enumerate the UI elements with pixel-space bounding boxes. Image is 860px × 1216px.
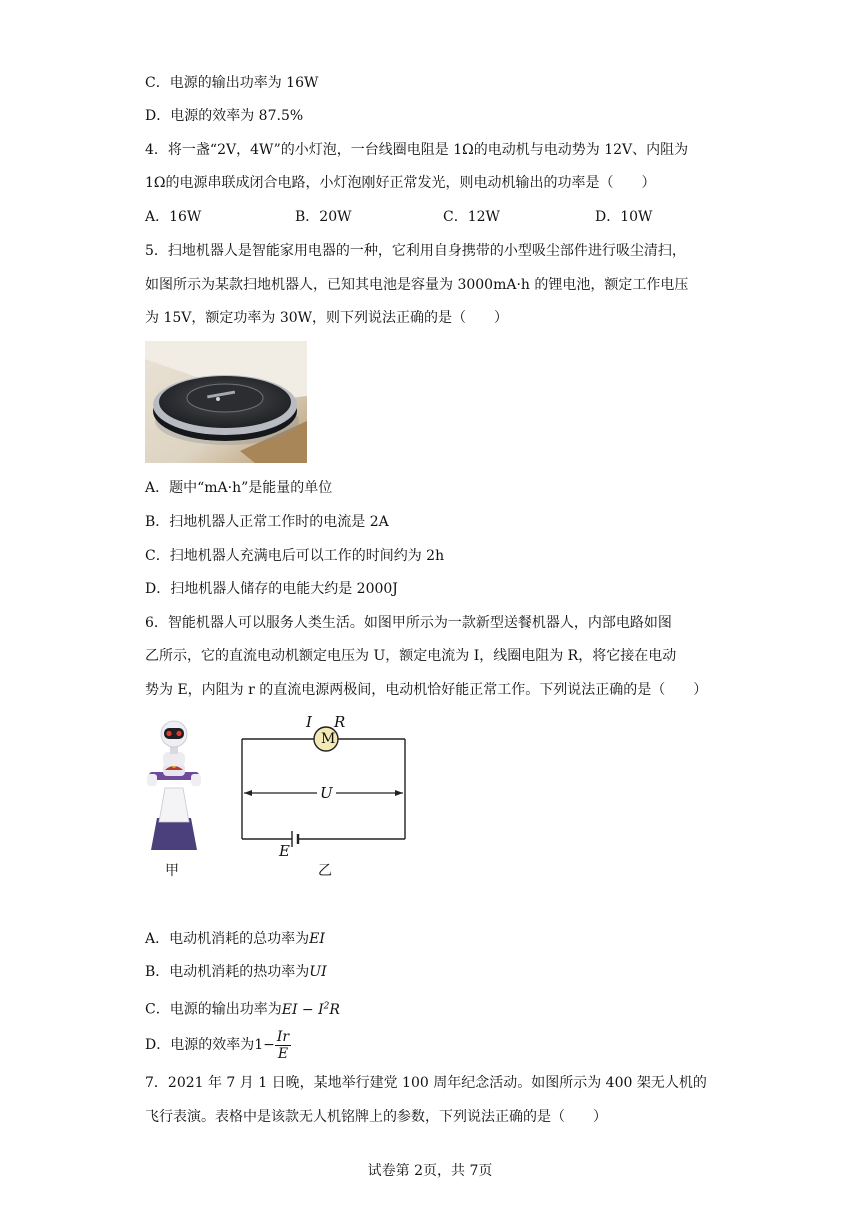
q3-option-d: D．电源的效率为 87.5%: [145, 108, 304, 124]
resistance-label: R: [334, 713, 346, 731]
figure-label-jia: 甲: [165, 863, 179, 879]
robot-vacuum-illustration: [145, 341, 307, 463]
q6-option-a: [145, 929, 325, 949]
q6-option-d-fraction: [275, 1029, 291, 1062]
q6-stem-line-3: 势为 E，内阻为 r 的直流电源两极间，电动机恰好能正常工作。下列说法正确的是（ ）: [145, 682, 708, 698]
q3-option-c: C．电源的输出功率为 16W: [145, 75, 319, 91]
current-label: I: [306, 713, 312, 731]
q6-option-c-math-1: EI − I: [281, 1001, 324, 1018]
q4-option-d: D．10W: [595, 209, 653, 225]
robot-vacuum-photo: [145, 341, 307, 463]
page-footer: 试卷第 2页，共 7页: [367, 1163, 493, 1179]
q6-option-d-text: D．电源的效率为: [145, 1037, 255, 1053]
q4-option-a: A．16W: [145, 209, 202, 225]
q7-stem-line-1: 7．2021 年 7 月 1 日晚，某地举行建党 100 周年纪念活动。如图所示为 400 架无人机的: [145, 1075, 707, 1091]
q6-option-b-math: UI: [309, 964, 327, 980]
q6-option-d-numerator: Ir: [276, 1028, 290, 1045]
q5-stem-line-2: 如图所示为某款扫地机器人，已知其电池是容量为 3000mA·h 的锂电池，额定工作电压: [145, 277, 689, 293]
q6-stem-line-1: 6．智能机器人可以服务人类生活。如图甲所示为一款新型送餐机器人，内部电路如图: [145, 615, 672, 631]
q6-option-c-math-sup: 2: [323, 1001, 330, 1011]
q4-stem-line-1: 4．将一盏“2V，4W”的小灯泡，一台线圈电阻是 1Ω的电动机与电动势为 12V、内阻为: [145, 142, 689, 158]
motor-label: M: [321, 731, 336, 747]
q6-option-c: [145, 996, 340, 1020]
q6-option-a-math: EI: [309, 931, 325, 947]
voltage-label: U: [317, 784, 336, 802]
emf-label: E: [279, 842, 290, 860]
q4-option-c: C．12W: [443, 209, 500, 225]
q6-option-b-text: B．电动机消耗的热功率为: [145, 964, 310, 980]
q6-stem-line-2: 乙所示，它的直流电动机额定电压为 U，额定电流为 I，线圈电阻为 R，将它接在电动: [145, 648, 677, 664]
serving-robot-illustration: [143, 718, 205, 858]
q6-option-c-text: C．电源的输出功率为: [145, 1001, 282, 1018]
q6-option-d-denominator: E: [277, 1045, 289, 1062]
q5-stem-line-1: 5．扫地机器人是智能家用电器的一种，它利用自身携带的小型吸尘部件进行吸尘清扫，: [145, 243, 686, 259]
q6-option-c-math-2: R: [329, 1001, 340, 1018]
q6-option-c-math: [282, 1002, 340, 1018]
q7-stem-line-2: 飞行表演。表格中是该款无人机铭牌上的参数，下列说法正确的是（ ）: [145, 1109, 607, 1125]
q5-option-c: C．扫地机器人充满电后可以工作的时间约为 2h: [145, 548, 445, 564]
figure-label-yi: 乙: [318, 863, 332, 879]
q4-stem-line-2: 1Ω的电源串联成闭合电路，小灯泡刚好正常发光，则电动机输出的功率是（ ）: [145, 175, 656, 191]
q6-option-d-math-pre: 1−: [254, 1037, 275, 1053]
q5-stem-line-3: 为 15V，额定功率为 30W，则下列说法正确的是（ ）: [145, 310, 509, 326]
q6-option-a-text: A．电动机消耗的总功率为: [145, 931, 310, 947]
q4-option-b: B．20W: [295, 209, 352, 225]
q6-option-b: [145, 962, 327, 982]
q5-option-b: B．扫地机器人正常工作时的电流是 2A: [145, 514, 389, 530]
q5-option-a: A．题中“mA·h”是能量的单位: [145, 480, 333, 496]
q6-option-d: [145, 1028, 291, 1062]
q4-options: [145, 207, 725, 227]
q5-option-d: D．扫地机器人储存的电能大约是 2000J: [145, 581, 398, 597]
serving-robot-figure: [143, 718, 205, 858]
